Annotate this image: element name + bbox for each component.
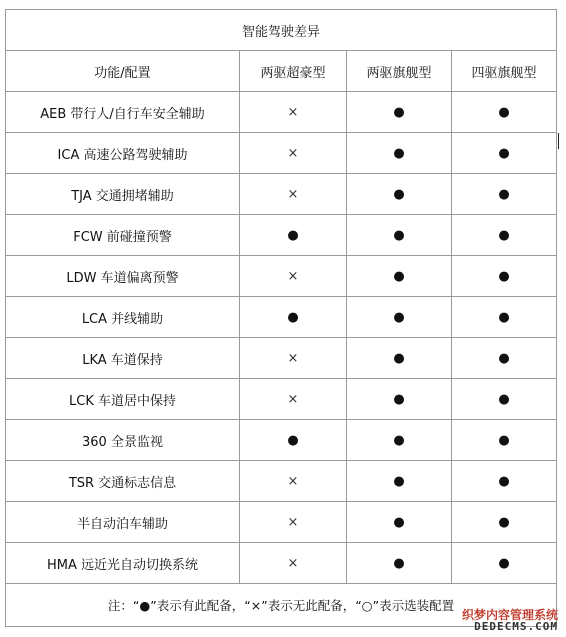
availability-cell: × <box>240 92 347 133</box>
availability-cell: ● <box>347 461 452 502</box>
availability-cell: × <box>240 133 347 174</box>
availability-cell: ● <box>452 461 557 502</box>
header-4wd-flagship: 四驱旗舰型 <box>452 51 557 92</box>
table-row <box>6 297 557 338</box>
feature-cell: HMA 远近光自动切换系统 <box>6 543 240 584</box>
table-row <box>6 420 557 461</box>
table-row <box>6 256 557 297</box>
table-header-row <box>6 51 557 92</box>
availability-cell: ● <box>452 133 557 174</box>
availability-cell: ● <box>240 420 347 461</box>
availability-cell: ● <box>347 297 452 338</box>
availability-cell: × <box>240 461 347 502</box>
feature-cell: LCA 并线辅助 <box>6 297 240 338</box>
table-row <box>6 92 557 133</box>
availability-cell: × <box>240 379 347 420</box>
table-row <box>6 543 557 584</box>
availability-cell: ● <box>240 215 347 256</box>
feature-cell: 半自动泊车辅助 <box>6 502 240 543</box>
availability-cell: ● <box>347 92 452 133</box>
availability-cell: ● <box>452 338 557 379</box>
text-cursor <box>558 133 559 149</box>
availability-cell: ● <box>347 215 452 256</box>
availability-cell: ● <box>347 338 452 379</box>
availability-cell: ● <box>452 297 557 338</box>
availability-cell: ● <box>347 379 452 420</box>
table-row <box>6 215 557 256</box>
availability-cell: ● <box>347 502 452 543</box>
availability-cell: ● <box>240 297 347 338</box>
table-row <box>6 133 557 174</box>
table-row <box>6 379 557 420</box>
table-row <box>6 461 557 502</box>
table-row <box>6 338 557 379</box>
availability-cell: ● <box>347 256 452 297</box>
availability-cell: ● <box>452 502 557 543</box>
availability-cell: × <box>240 256 347 297</box>
availability-cell: × <box>240 543 347 584</box>
availability-cell: × <box>240 338 347 379</box>
availability-cell: ● <box>452 543 557 584</box>
availability-cell: × <box>240 174 347 215</box>
availability-cell: ● <box>452 379 557 420</box>
watermark-line2: DEDECMS.COM <box>474 620 558 634</box>
availability-cell: ● <box>347 133 452 174</box>
feature-cell: LCK 车道居中保持 <box>6 379 240 420</box>
table-title: 智能驾驶差异 <box>6 10 557 51</box>
feature-cell: ICA 高速公路驾驶辅助 <box>6 133 240 174</box>
watermark-line1: 织梦内容管理系统 <box>461 607 558 622</box>
header-2wd-flagship: 两驱旗舰型 <box>347 51 452 92</box>
watermark <box>462 609 558 633</box>
feature-cell: FCW 前碰撞预警 <box>6 215 240 256</box>
availability-cell: × <box>240 502 347 543</box>
table-note: 注：“●”表示有此配备，“×”表示无此配备，“○”表示选装配置 <box>6 584 557 627</box>
availability-cell: ● <box>452 174 557 215</box>
availability-cell: ● <box>452 215 557 256</box>
header-feature: 功能/配置 <box>6 51 240 92</box>
feature-cell: TSR 交通标志信息 <box>6 461 240 502</box>
availability-cell: ● <box>347 543 452 584</box>
feature-cell: LDW 车道偏离预警 <box>6 256 240 297</box>
availability-cell: ● <box>347 174 452 215</box>
feature-cell: AEB 带行人/自行车安全辅助 <box>6 92 240 133</box>
availability-cell: ● <box>452 420 557 461</box>
table-row <box>6 502 557 543</box>
header-2wd-luxury: 两驱超豪型 <box>240 51 347 92</box>
feature-cell: 360 全景监视 <box>6 420 240 461</box>
feature-cell: LKA 车道保持 <box>6 338 240 379</box>
availability-cell: ● <box>452 256 557 297</box>
table-title-row <box>6 10 557 51</box>
availability-cell: ● <box>452 92 557 133</box>
table-row <box>6 174 557 215</box>
availability-cell: ● <box>347 420 452 461</box>
feature-cell: TJA 交通拥堵辅助 <box>6 174 240 215</box>
comparison-table <box>5 9 557 627</box>
